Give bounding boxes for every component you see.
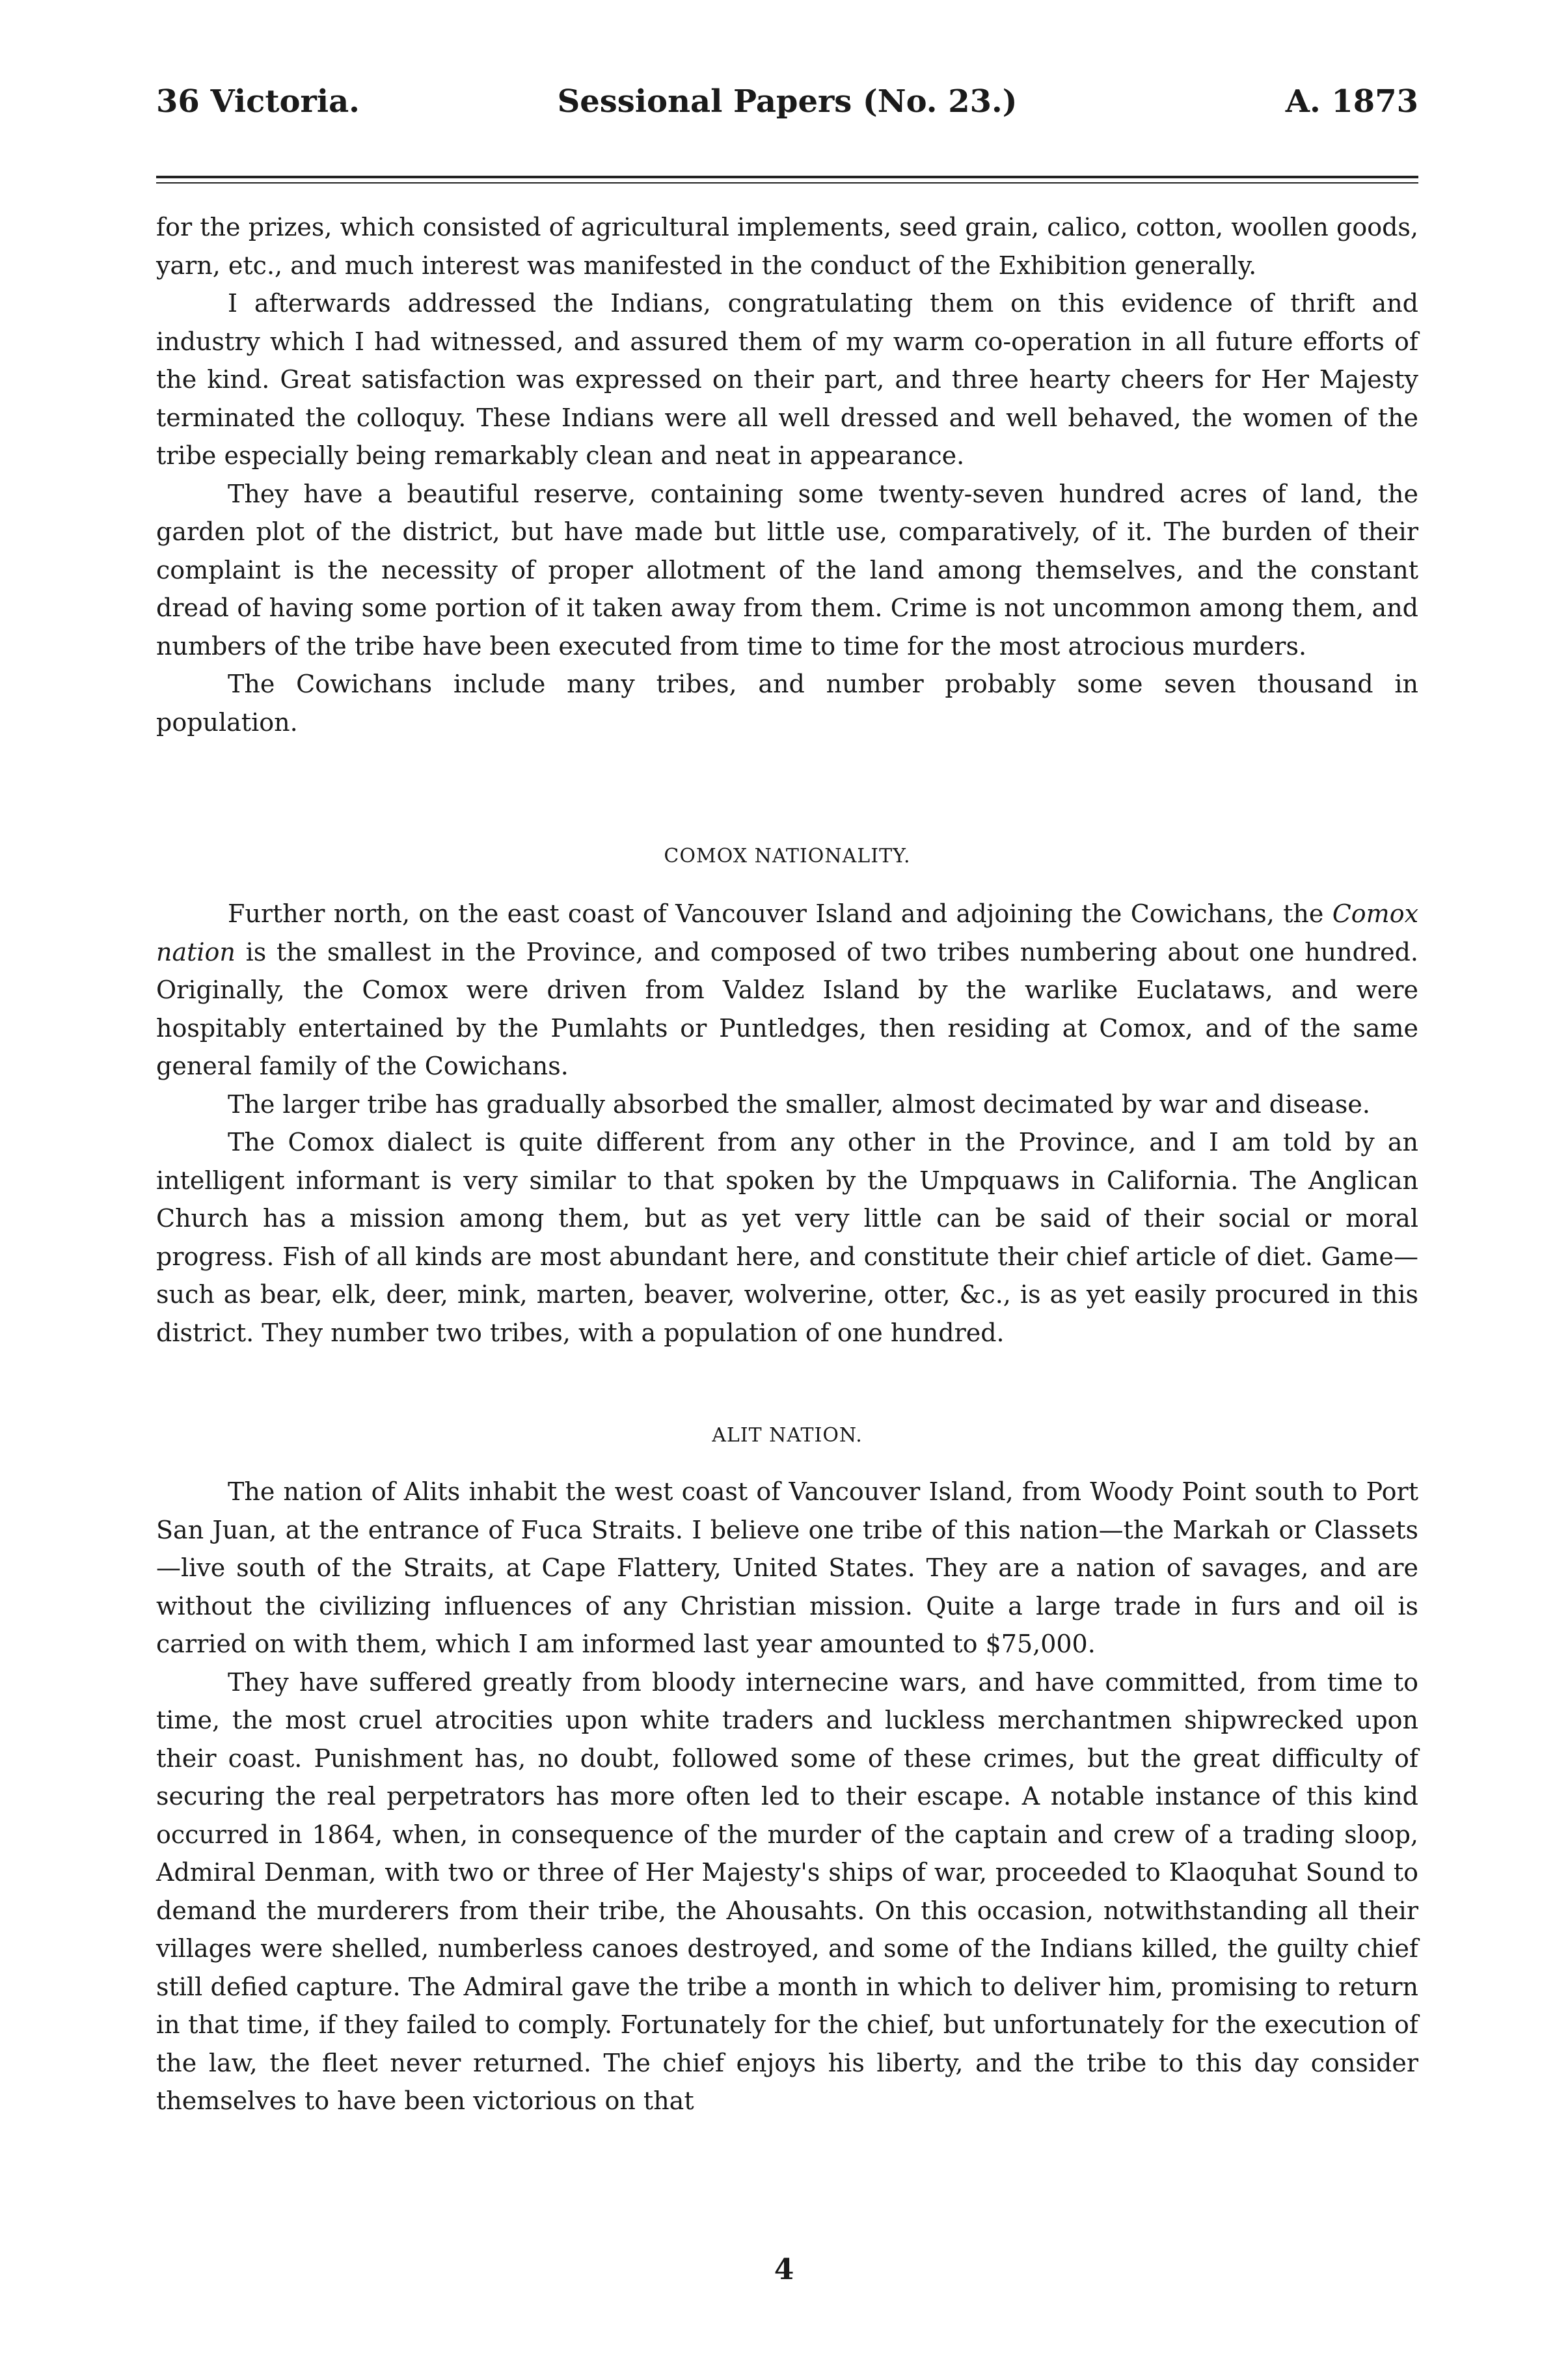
paragraph: The nation of Alits inhabit the west coast of Vancouver Island, from Woody Point south to Port San Juan, at the entrance of Fuca Straits. I believe one tribe of this nation—the Markah or Classets—live south of the Straits, at Cape Flattery, United States. They are a nation of savages, and are without the civilizing influences of any Christian mission. Quite a large trade in furs and oil is carried on with them, which I am informed last year amounted to $75,000. <box>156 1477 1418 1658</box>
alit-section <box>156 1473 1418 2120</box>
header-session: 36 Victoria. <box>156 83 360 120</box>
header-rule-thick <box>156 176 1418 178</box>
header-year: A. 1873 <box>1285 83 1418 120</box>
paragraph: I afterwards addressed the Indians, congratulating them on this evidence of thrift and industry which I had witnessed, and assured them of my warm co-operation in all future efforts of the kind. Great satisfaction was expressed on their part, and three hearty cheers for Her Majesty terminated the colloquy. These Indians were all well dressed and well behaved, the women of the tribe especially being remarkably clean and neat in appearance. <box>156 289 1418 470</box>
running-header <box>156 83 1418 142</box>
paragraph: Further north, on the east coast of Vancouver Island and adjoining the Cowichans, the Comox nation is the smallest in the Province, and composed of two tribes numbering about one hundred. Originally, the Comox were driven from Valdez Island by the warlike Euclataws, and were hospitably entertained by the Pumlahts or Puntledges, then residing at Comox, and of the same general family of the Cowichans. <box>156 899 1418 1080</box>
heading-alit: ALIT NATION. <box>712 1424 863 1447</box>
paragraph: for the prizes, which consisted of agricultural implements, seed grain, calico, cotton, woollen goods, yarn, etc., and much interest was manifested in the conduct of the Exhibition generally. <box>156 213 1418 280</box>
header-rule-thin <box>156 182 1418 184</box>
header-title: Sessional Papers (No. 23.) <box>557 83 1018 120</box>
paragraph: They have a beautiful reserve, containing some twenty-seven hundred acres of land, the garden plot of the district, but have made but little use, comparatively, of it. The burden of their complaint is the necessity of proper allotment of the land among themselves, and the constant dread of having some portion of it taken away from them. Crime is not uncommon among them, and numbers of the tribe have been executed from time to time for the most atrocious murders. <box>156 479 1418 661</box>
paragraph: They have suffered greatly from bloody internecine wars, and have committed, from time to time, the most cruel atrocities upon white traders and luckless merchantmen shipwrecked upon their coast. Punishment has, no doubt, followed some of these crimes, but the great difficulty of securing the real perpetrators has more often led to their escape. A notable instance of this kind occurred in 1864, when, in consequence of the murder of the captain and crew of a trading sloop, Admiral Denman, with two or three of Her Majesty's ships of war, proceeded to Klaoquhat Sound to demand the murderers from their tribe, the Ahousahts. On this occasion, notwithstanding all their villages were shelled, numberless canoes destroyed, and some of the Indians killed, the guilty chief still defied capture. The Admiral gave the tribe a month in which to deliver him, promising to return in that time, if they failed to comply. Fortunately for the chief, but unfortunately for the execution of the law, the fleet never returned. The chief enjoys his liberty, and the tribe to this day consider themselves to have been victorious on that <box>156 1667 1418 2115</box>
paragraph: The Comox dialect is quite different from any other in the Province, and I am told by an intelligent informant is very similar to that spoken by the Umpquaws in California. The Anglican Church has a mission among them, but as yet very little can be said of their social or moral progress. Fish of all kinds are most abundant here, and constitute their chief article of diet. Game—such as bear, elk, deer, mink, marten, beaver, wolverine, otter, &c., is as yet easily procured in this district. They number two tribes, with a population of one hundred. <box>156 1128 1418 1347</box>
paragraph: The larger tribe has gradually absorbed the smaller, almost decimated by war and disease. <box>228 1089 1370 1119</box>
comox-section <box>156 895 1418 1352</box>
emphasis: Comox nation <box>156 899 1418 966</box>
page-number: 4 <box>774 2253 794 2286</box>
paragraph: The Cowichans include many tribes, and number probably some seven thousand in population. <box>156 670 1418 737</box>
heading-comox: COMOX NATIONALITY. <box>664 845 911 868</box>
cowichan-section <box>156 208 1418 741</box>
